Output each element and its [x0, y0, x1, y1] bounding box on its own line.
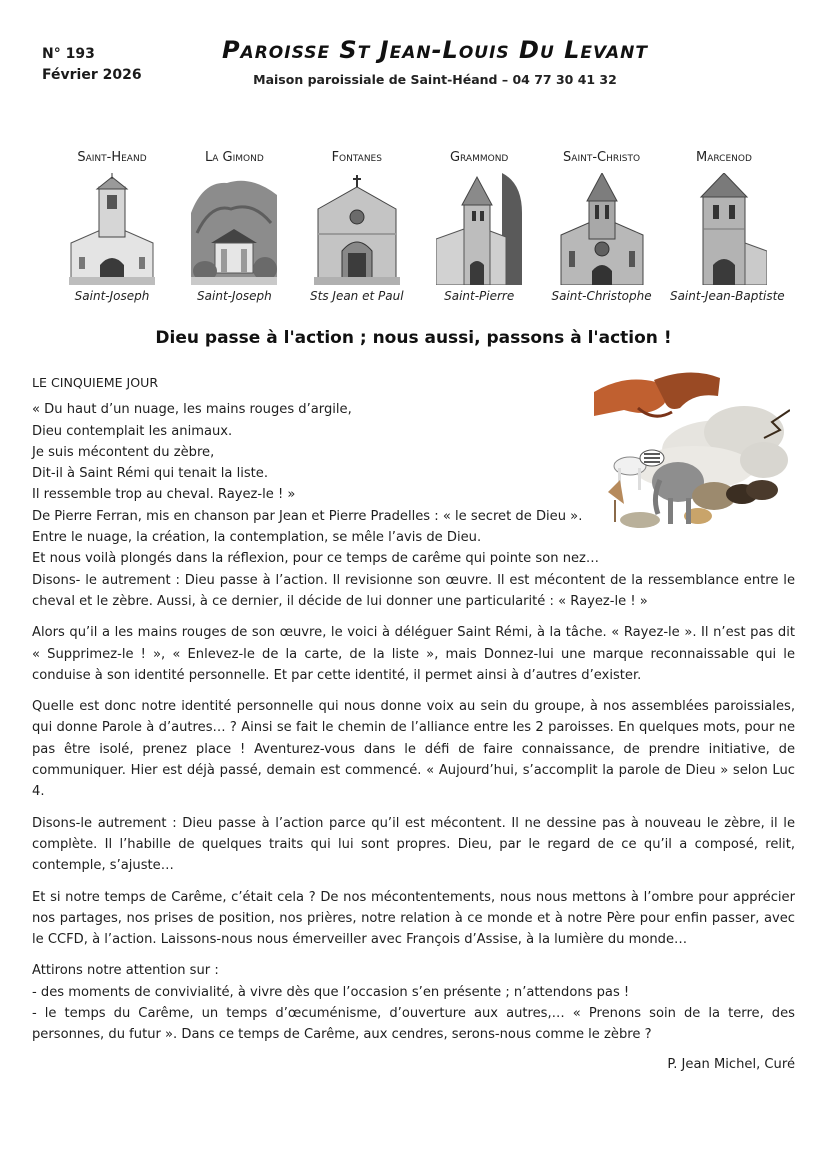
church-saint-christo-icon [559, 173, 645, 285]
paragraph: Quelle est donc notre identité personnelle qui nous donne voix au sein du groupe, à nos assemblées paroissiales, qui donne Parole à d’autres… ? Ainsi se fait le chemin de l’alliance entre les 2 paroisses. En quelques mots, pour ne pas être isolé, prenez place ! Aventurez-vous dans le défi de faire connaissance, de prendre initiative, de communiquer. Hier est déjà passé, demain est commencé. « Aujourd’hui, s’accomplit la parole de Dieu » selon Luc 4. [32, 699, 795, 800]
closing-line: Attirons notre attention sur : [32, 963, 219, 979]
church-la-gimond-icon [191, 173, 277, 285]
church-patron: Saint-Joseph [197, 289, 272, 303]
church-name: Fontanes [331, 150, 382, 165]
signature: P. Jean Michel, Curé [667, 1056, 795, 1072]
paragraph: Et si notre temps de Carême, c’était cela ? De nos mécontentements, nous nous mettons à l’ombre pour apprécier nos partages, nos prises de position, nos prières, notre relation à ce monde et à notre Père pour enfin passer, avec le CCFD, à l’action. Laissons-nous nous émerveiller avec François d’Assise, à la lumière du monde… [32, 889, 795, 948]
section-title: LE CINQUIEME JOUR [32, 375, 159, 390]
parish-contact: Maison paroissiale de Saint-Héand – 04 77 30 41 32 [253, 72, 617, 87]
poem-line: Et nous voilà plongés dans la réflexion, pour ce temps de carême qui pointe son nez… [32, 551, 600, 567]
poem-line: Je suis mécontent du zèbre, [32, 444, 215, 460]
masthead [170, 36, 700, 87]
article-body [32, 372, 795, 1075]
poem-line: « Du haut d’un nuage, les mains rouges d’argile, [32, 402, 352, 418]
church-card [425, 150, 533, 303]
issue-number: N° 193 [42, 46, 95, 62]
church-name: La Gimond [205, 150, 264, 165]
church-patron: Saint-Christophe [551, 289, 652, 303]
poem-block [32, 399, 795, 569]
church-patron: Sts Jean et Paul [310, 289, 404, 303]
church-patron: Saint-Joseph [74, 289, 150, 303]
church-card [180, 150, 288, 303]
closing-line: - des moments de convivialité, à vivre dès que l’occasion s’en présente ; n’attendons pas ! [32, 984, 630, 1000]
paragraph: Disons- le autrement : Dieu passe à l’action. Il revisionne son œuvre. Il est mécontent de la ressemblance entre le cheval et le zèbre. Aussi, à ce dernier, il décide de lui donner une particularité : « Rayez-le ! » [32, 572, 795, 609]
paragraph: Disons-le autrement : Dieu passe à l’action parce qu’il est mécontent. Il ne dessine pas à nouveau le zèbre, il le complète. Il l’habille de quelques traits qui lui sont propres. Dieu, par le regard de ce qu’il a composé, relit, contemple, s’ajuste… [32, 815, 795, 874]
church-grammond-icon [436, 173, 522, 285]
church-name: Saint-Christo [563, 150, 641, 165]
poem-line: Il ressemble trop au cheval. Rayez-le ! » [32, 487, 296, 503]
church-saint-heand-icon [69, 173, 155, 285]
issue-info [42, 44, 142, 86]
poem-line: Dit-il à Saint Rémi qui tenait la liste. [32, 466, 269, 482]
closing-line: - le temps du Carême, un temps d’œcuménisme, d’ouverture aux autres,… « Prenons soin de la terre, des personnes, du futur ». Dans ce temps de Carême, aux cendres, serons-nous comme le zèbre ? [32, 1006, 795, 1043]
church-patron: Saint-Pierre [444, 289, 515, 303]
church-list [58, 150, 785, 303]
poem-line: De Pierre Ferran, mis en chanson par Jean et Pierre Pradelles : « le secret de Dieu ». [32, 508, 583, 524]
poem-line: Entre le nuage, la création, la contemplation, se mêle l’avis de Dieu. [32, 530, 482, 546]
poem-line: Dieu contemplait les animaux. [32, 423, 233, 439]
church-name: Grammond [449, 150, 509, 165]
closing-list [32, 960, 795, 1045]
issue-date: Février 2026 [42, 67, 142, 83]
church-card [669, 150, 785, 303]
article-headline: Dieu passe à l'action ; nous aussi, passons à l'action ! [155, 328, 672, 348]
church-patron: Saint-Jean-Baptiste [669, 289, 785, 303]
church-card [303, 150, 411, 303]
parish-title: Paroisse St Jean-Louis Du Levant [221, 36, 649, 64]
church-fontanes-icon [314, 173, 400, 285]
church-name: Saint-Heand [77, 150, 147, 165]
church-marcenod-icon [681, 173, 767, 285]
church-name: Marcenod [696, 150, 752, 165]
paragraph: Alors qu’il a les mains rouges de son œuvre, le voici à déléguer Saint Rémi, à la tâche. « Rayez-le ». Il n’est pas dit « Supprimez-le ! », « Enlevez-le de la carte, de la liste », mais Donnez-lui une marque reconnaissable qui le conduise à son identité personnelle. Et par cette identité, il permet ainsi à d’autres d’exister. [32, 625, 795, 683]
church-card [548, 150, 656, 303]
church-card [58, 150, 166, 303]
